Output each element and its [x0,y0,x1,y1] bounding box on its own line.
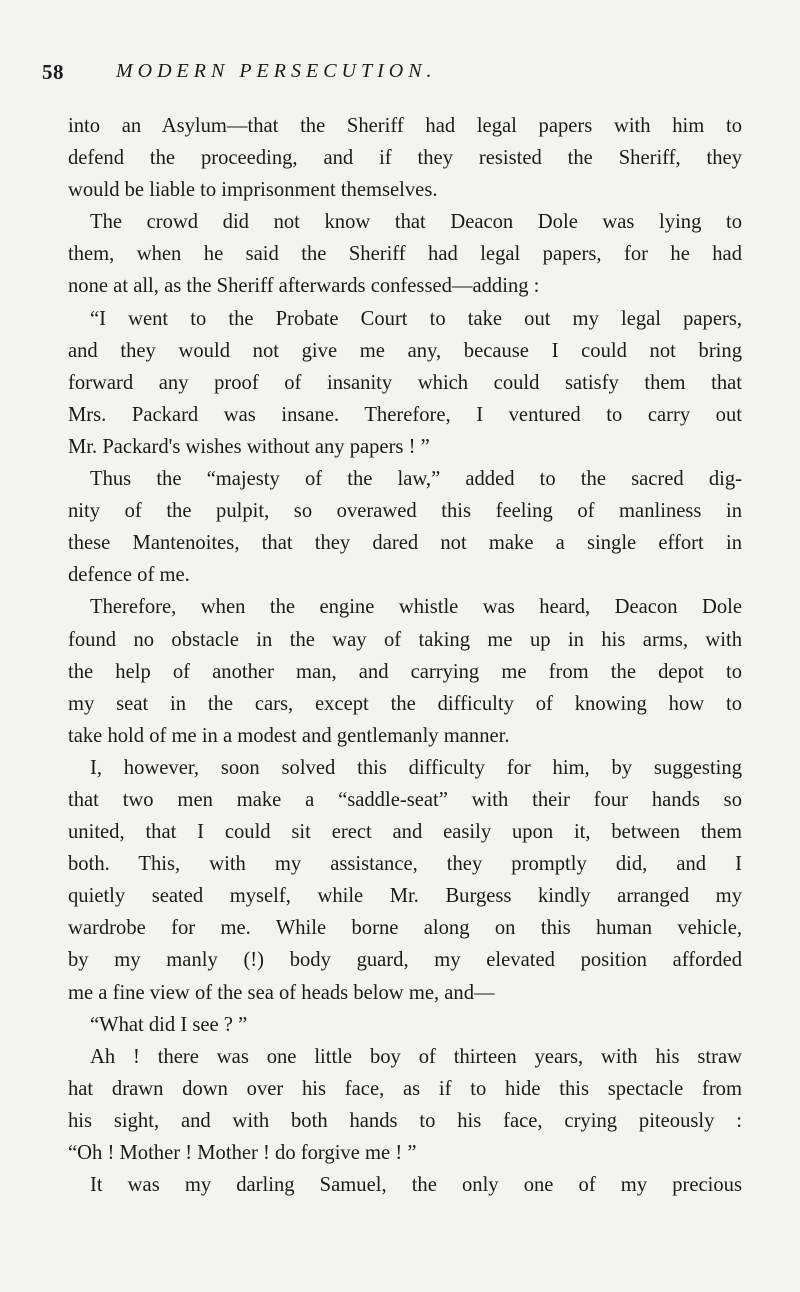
page-number: 58 [42,60,64,84]
text-line: Mr. Packard's wishes without any papers ! ” [68,435,430,458]
text-line: I, however, soon solved this difficulty for him, by suggesting [90,756,742,779]
running-head [42,60,742,90]
text-line: Thus the “majesty of the law,” added to the sacred dig- [90,468,742,491]
text-line: and they would not give me any, because I could not bring [68,339,742,362]
text-line: that two men make a “saddle-seat” with their four hands so [68,788,742,811]
text-line: wardrobe for me. While borne along on this human vehicle, [68,917,742,940]
text-line: defence of me. [68,564,190,587]
text-line: these Mantenoites, that they dared not make a single effort in [68,532,742,555]
text-line: my seat in the cars, except the difficulty of knowing how to [68,692,742,715]
text-line: Therefore, when the engine whistle was heard, Deacon Dole [90,596,742,619]
running-title: MODERN PERSECUTION. [116,60,437,82]
text-line: both. This, with my assistance, they promptly did, and I [68,853,742,876]
text-line: “Oh ! Mother ! Mother ! do forgive me ! ” [68,1142,417,1164]
text-line: Mrs. Packard was insane. Therefore, I ventured to carry out [68,403,742,426]
body-text [68,110,742,1201]
text-line: take hold of me in a modest and gentlemanly manner. [68,724,510,747]
text-line: united, that I could sit erect and easily upon it, between them [68,821,742,844]
text-line: his sight, and with both hands to his face, crying piteously : [68,1109,742,1132]
text-line: defend the proceeding, and if they resisted the Sheriff, they [68,147,742,170]
text-line: “What did I see ? ” [90,1013,248,1036]
text-line: them, when he said the Sheriff had legal papers, for he had [68,243,742,266]
text-line: hat drawn down over his face, as if to hide this spectacle from [68,1077,742,1100]
text-line: Ah ! there was one little boy of thirteen years, with his straw [90,1045,742,1068]
text-line: It was my darling Samuel, the only one of my precious [90,1174,742,1197]
text-line: found no obstacle in the way of taking me up in his arms, with [68,628,742,651]
text-line: would be liable to imprisonment themselves. [68,179,438,202]
text-line: the help of another man, and carrying me from the depot to [68,660,742,683]
text-line: forward any proof of insanity which could satisfy them that [68,371,742,394]
text-line: nity of the pulpit, so overawed this feeling of manliness in [68,500,742,523]
text-line: me a fine view of the sea of heads below me, and— [68,981,495,1004]
text-line: “I went to the Probate Court to take out my legal papers, [90,307,742,330]
text-line: by my manly (!) body guard, my elevated position afforded [68,949,742,972]
text-line: none at all, as the Sheriff afterwards confessed—adding : [68,275,540,298]
text-line: quietly seated myself, while Mr. Burgess kindly arranged my [68,885,742,908]
text-line: The crowd did not know that Deacon Dole was lying to [90,211,742,234]
text-line: into an Asylum—that the Sheriff had legal papers with him to [68,115,742,137]
